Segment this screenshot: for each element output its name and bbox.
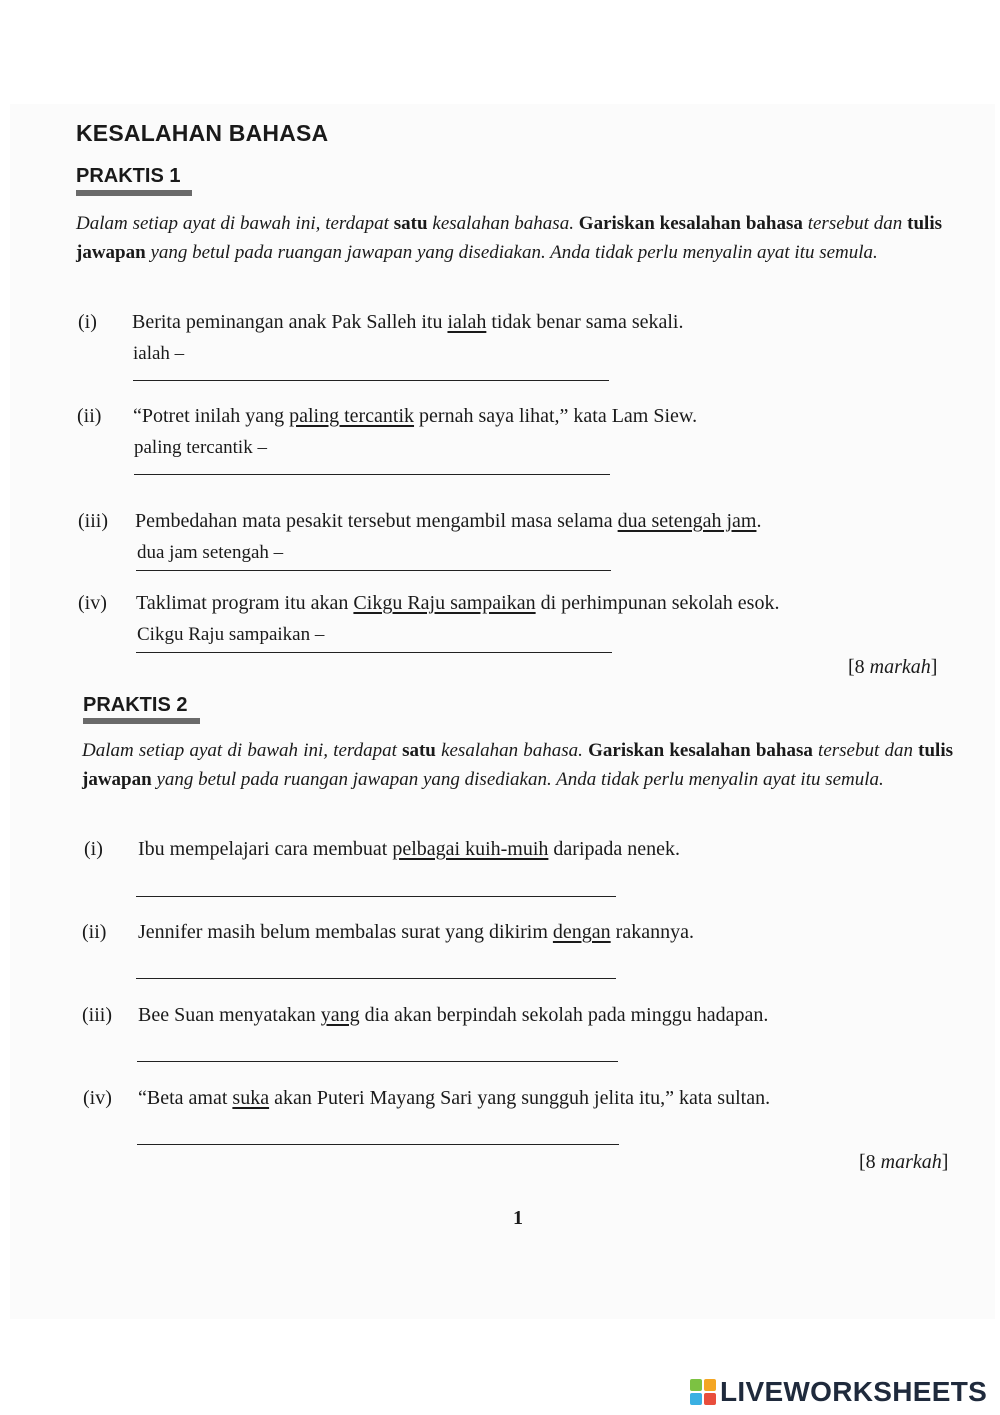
question-number: (i) bbox=[78, 311, 97, 333]
instruction-praktis-2: Dalam setiap ayat di bawah ini, terdapat satu kesalahan bahasa. Gariskan kesalahan bahasa tersebut dan tulis jawapan yang betul pada ruangan jawapan yang disediakan. Anda tidak perlu menyalin ayat itu semula. bbox=[82, 740, 953, 790]
question-sentence: Berita peminangan anak Pak Salleh itu ialah tidak benar sama sekali. bbox=[132, 311, 684, 333]
section-heading-praktis-1: PRAKTIS 1 bbox=[76, 165, 181, 187]
answer-line[interactable] bbox=[137, 1061, 618, 1062]
page-title: KESALAHAN BAHASA bbox=[76, 120, 329, 146]
answer-line[interactable] bbox=[134, 474, 610, 475]
heading-underline-bar bbox=[83, 718, 200, 724]
error-phrase: pelbagai kuih-muih bbox=[392, 838, 549, 860]
error-phrase: ialah bbox=[447, 311, 487, 333]
error-phrase: dua setengah jam bbox=[617, 510, 757, 532]
answer-line[interactable] bbox=[137, 1144, 619, 1145]
question-sentence: Pembedahan mata pesakit tersebut mengambil masa selama dua setengah jam. bbox=[135, 510, 762, 532]
question-sentence: “Beta amat suka akan Puteri Mayang Sari yang sungguh jelita itu,” kata sultan. bbox=[138, 1087, 771, 1109]
page-number: 1 bbox=[513, 1207, 523, 1229]
answer-text: dua jam setengah – bbox=[137, 542, 284, 563]
answer-text: Cikgu Raju sampaikan – bbox=[137, 624, 325, 645]
liveworksheets-logo bbox=[690, 1376, 987, 1408]
answer-line[interactable] bbox=[133, 380, 609, 381]
question-number: (iii) bbox=[78, 510, 108, 532]
error-phrase: suka bbox=[232, 1087, 270, 1109]
answer-text: ialah – bbox=[133, 343, 185, 364]
heading-underline-bar bbox=[76, 190, 192, 196]
question-number: (ii) bbox=[82, 921, 107, 943]
answer-line[interactable] bbox=[136, 896, 616, 897]
answer-line[interactable] bbox=[136, 570, 611, 571]
instruction-praktis-1: Dalam setiap ayat di bawah ini, terdapat satu kesalahan bahasa. Gariskan kesalahan bahasa tersebut dan tulis jawapan yang betul pada ruangan jawapan yang disediakan. Anda tidak perlu menyalin ayat itu semula. bbox=[76, 213, 942, 263]
question-number: (ii) bbox=[77, 405, 102, 427]
liveworksheets-logo-text: LIVEWORKSHEETS bbox=[720, 1376, 988, 1407]
question-sentence: “Potret inilah yang paling tercantik pernah saya lihat,” kata Lam Siew. bbox=[133, 405, 698, 427]
question-number: (iv) bbox=[78, 592, 107, 614]
marks-label: [8 markah] bbox=[848, 656, 938, 678]
question-sentence: Jennifer masih belum membalas surat yang dikirim dengan rakannya. bbox=[138, 921, 694, 943]
question-sentence: Taklimat program itu akan Cikgu Raju sampaikan di perhimpunan sekolah esok. bbox=[136, 592, 780, 614]
question-sentence: Ibu mempelajari cara membuat pelbagai kuih-muih daripada nenek. bbox=[138, 838, 681, 860]
marks-label: [8 markah] bbox=[859, 1151, 949, 1173]
question-number: (iii) bbox=[82, 1004, 112, 1026]
error-phrase: dengan bbox=[552, 921, 611, 943]
question-number: (i) bbox=[84, 838, 103, 860]
error-phrase: paling tercantik bbox=[289, 405, 415, 427]
answer-line[interactable] bbox=[136, 978, 616, 979]
error-phrase: yang bbox=[320, 1004, 360, 1026]
question-number: (iv) bbox=[83, 1087, 112, 1109]
liveworksheets-logo-icon bbox=[690, 1379, 716, 1405]
question-sentence: Bee Suan menyatakan yang dia akan berpindah sekolah pada minggu hadapan. bbox=[138, 1004, 769, 1026]
section-heading-praktis-2: PRAKTIS 2 bbox=[83, 694, 188, 716]
answer-line[interactable] bbox=[136, 652, 612, 653]
answer-text: paling tercantik – bbox=[134, 437, 267, 458]
error-phrase: Cikgu Raju sampaikan bbox=[353, 592, 536, 614]
